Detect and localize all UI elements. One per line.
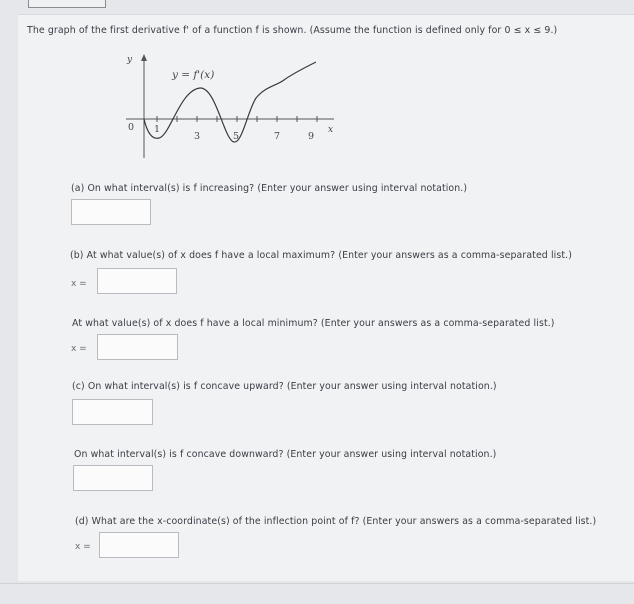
tick-label-5: 5 bbox=[233, 131, 240, 142]
question-a: (a) On what interval(s) is f increasing? (Enter your answer using interval notation.) bbox=[71, 183, 468, 194]
derivative-graph bbox=[116, 50, 336, 172]
answer-a-input[interactable] bbox=[71, 199, 151, 225]
tick-label-1: 1 bbox=[154, 124, 161, 135]
divider bbox=[0, 583, 634, 584]
problem-intro: The graph of the first derivative f' of a function f is shown. (Assume the function is defined only for 0 ≤ x ≤ 9.) bbox=[27, 25, 558, 36]
y-axis-arrow bbox=[141, 54, 147, 61]
x-prefix-b: x = bbox=[71, 279, 87, 289]
question-c: (c) On what interval(s) is f concave upward? (Enter your answer using interval notation.) bbox=[72, 381, 497, 392]
question-d: (d) What are the x-coordinate(s) of the inflection point of f? (Enter your answers as a comma-separated list.) bbox=[75, 516, 597, 527]
tick-label-9: 9 bbox=[308, 131, 315, 142]
answer-c-input[interactable] bbox=[72, 399, 153, 425]
origin-label: 0 bbox=[128, 122, 135, 133]
question-c-down: On what interval(s) is f concave downward? (Enter your answer using interval notation.) bbox=[74, 449, 497, 460]
tick-label-3: 3 bbox=[194, 131, 201, 142]
answer-b-input[interactable] bbox=[97, 268, 177, 294]
derivative-curve bbox=[144, 62, 316, 142]
x-prefix-b-min: x = bbox=[71, 344, 87, 354]
x-prefix-d: x = bbox=[75, 542, 91, 552]
answer-b-min-input[interactable] bbox=[97, 334, 178, 360]
answer-c-down-input[interactable] bbox=[73, 465, 153, 491]
question-b: (b) At what value(s) of x does f have a local maximum? (Enter your answers as a comma-separated list.) bbox=[70, 250, 572, 261]
question-b-min: At what value(s) of x does f have a local minimum? (Enter your answers as a comma-separated list.) bbox=[72, 318, 555, 329]
x-axis-label: x bbox=[328, 125, 334, 135]
y-axis-label: y bbox=[127, 55, 133, 65]
answer-d-input[interactable] bbox=[99, 532, 179, 558]
tick-label-7: 7 bbox=[274, 131, 281, 142]
top-tab bbox=[28, 0, 106, 8]
curve-label: y = f'(x) bbox=[172, 69, 215, 81]
